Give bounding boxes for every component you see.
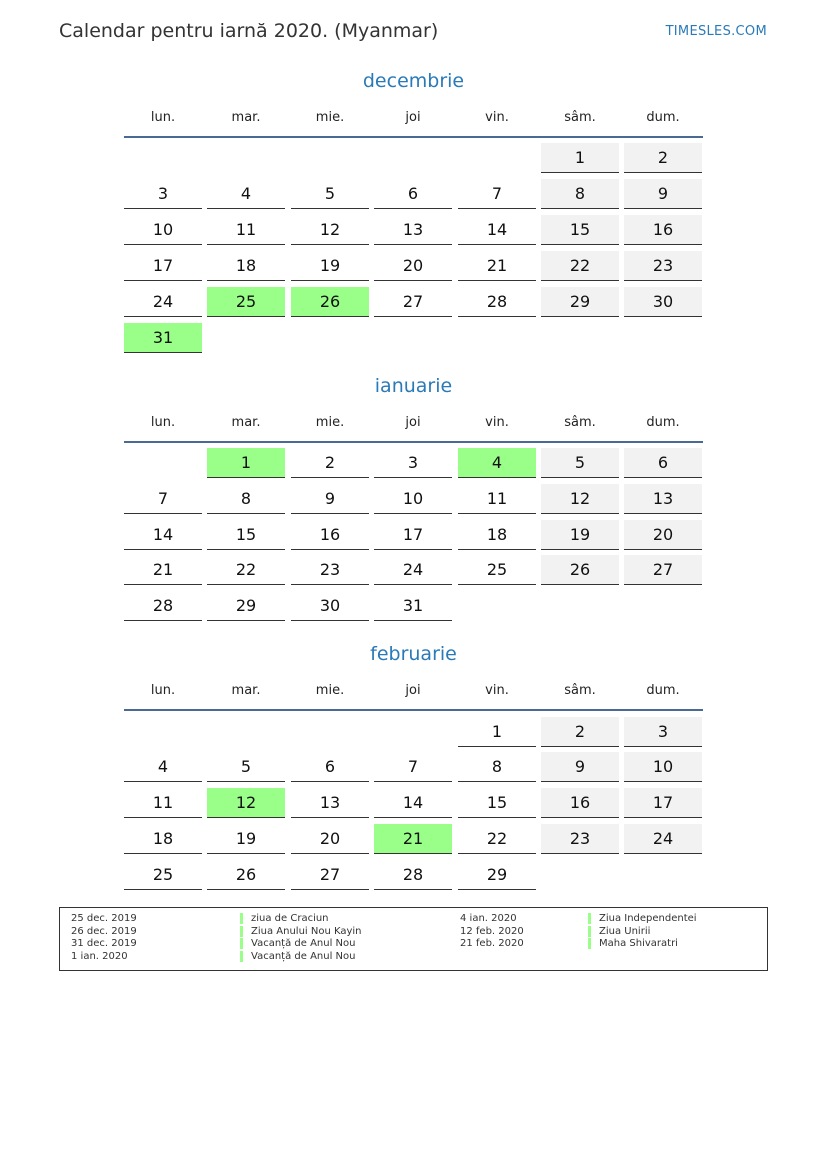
legend-holiday-name: Ziua Independentei bbox=[588, 913, 697, 924]
weekday-header: mie. bbox=[315, 110, 345, 125]
weekday-header: vin. bbox=[485, 683, 509, 698]
legend-date: 12 feb. 2020 bbox=[460, 925, 524, 937]
weekday-header: vin. bbox=[485, 415, 509, 430]
holiday-day-cell: 31 bbox=[124, 323, 202, 353]
legend-date: 4 ian. 2020 bbox=[460, 913, 517, 924]
day-cell: 9 bbox=[291, 484, 369, 514]
day-cell: 28 bbox=[374, 860, 452, 890]
day-cell: 20 bbox=[624, 520, 702, 550]
legend-holiday-name: Vacanță de Anul Nou bbox=[240, 951, 355, 962]
day-cell: 22 bbox=[207, 555, 285, 585]
holiday-day-cell: 25 bbox=[207, 287, 285, 317]
holiday-day-cell: 4 bbox=[458, 448, 536, 478]
day-cell: 13 bbox=[374, 215, 452, 245]
month-name: februarie bbox=[370, 643, 457, 665]
day-cell: 2 bbox=[624, 143, 702, 173]
day-cell: 10 bbox=[624, 752, 702, 782]
weekday-header: joi bbox=[405, 110, 421, 125]
day-cell: 15 bbox=[541, 215, 619, 245]
day-cell: 18 bbox=[207, 251, 285, 281]
weekday-header: sâm. bbox=[564, 415, 596, 430]
day-cell: 24 bbox=[124, 287, 202, 317]
day-cell: 19 bbox=[541, 520, 619, 550]
day-cell: 26 bbox=[541, 555, 619, 585]
day-cell: 6 bbox=[291, 752, 369, 782]
day-cell: 22 bbox=[458, 824, 536, 854]
weekday-header: sâm. bbox=[564, 110, 596, 125]
weekday-header: joi bbox=[405, 683, 421, 698]
day-cell: 24 bbox=[374, 555, 452, 585]
day-cell: 16 bbox=[624, 215, 702, 245]
day-cell: 27 bbox=[624, 555, 702, 585]
weekday-header: mar. bbox=[231, 683, 261, 698]
day-cell: 11 bbox=[458, 484, 536, 514]
day-cell: 17 bbox=[124, 251, 202, 281]
day-cell: 10 bbox=[374, 484, 452, 514]
weekday-header: dum. bbox=[646, 110, 680, 125]
holiday-day-cell: 12 bbox=[207, 788, 285, 818]
day-cell: 14 bbox=[458, 215, 536, 245]
day-cell: 28 bbox=[458, 287, 536, 317]
day-cell: 9 bbox=[624, 179, 702, 209]
weekday-header: vin. bbox=[485, 110, 509, 125]
day-cell: 4 bbox=[207, 179, 285, 209]
day-cell: 14 bbox=[374, 788, 452, 818]
day-cell: 17 bbox=[374, 520, 452, 550]
legend-holiday-name: Ziua Unirii bbox=[588, 926, 650, 937]
weekday-header: dum. bbox=[646, 683, 680, 698]
weekday-header: lun. bbox=[150, 110, 176, 125]
day-cell: 2 bbox=[541, 717, 619, 747]
weekday-header: lun. bbox=[150, 683, 176, 698]
legend-date: 26 dec. 2019 bbox=[71, 925, 137, 937]
day-cell: 27 bbox=[374, 287, 452, 317]
day-cell: 16 bbox=[541, 788, 619, 818]
day-cell: 18 bbox=[124, 824, 202, 854]
day-cell: 11 bbox=[124, 788, 202, 818]
day-cell: 30 bbox=[291, 591, 369, 621]
day-cell: 18 bbox=[458, 520, 536, 550]
day-cell: 15 bbox=[207, 520, 285, 550]
day-cell: 12 bbox=[541, 484, 619, 514]
day-cell: 19 bbox=[207, 824, 285, 854]
day-cell: 31 bbox=[374, 591, 452, 621]
legend-holiday-name: ziua de Craciun bbox=[240, 913, 329, 924]
day-cell: 22 bbox=[541, 251, 619, 281]
day-cell: 29 bbox=[458, 860, 536, 890]
legend-date: 21 feb. 2020 bbox=[460, 938, 524, 950]
day-cell: 26 bbox=[207, 860, 285, 890]
legend-holiday-name: Ziua Anului Nou Kayin bbox=[240, 926, 362, 937]
day-cell: 6 bbox=[624, 448, 702, 478]
day-cell: 21 bbox=[124, 555, 202, 585]
day-cell: 8 bbox=[541, 179, 619, 209]
day-cell: 29 bbox=[541, 287, 619, 317]
legend-holiday-name: Maha Shivaratri bbox=[588, 938, 678, 949]
legend-holiday-name: Vacanță de Anul Nou bbox=[240, 938, 355, 949]
weekday-header: sâm. bbox=[564, 683, 596, 698]
day-cell: 30 bbox=[624, 287, 702, 317]
day-cell: 2 bbox=[291, 448, 369, 478]
holiday-day-cell: 26 bbox=[291, 287, 369, 317]
header-rule bbox=[124, 441, 703, 443]
day-cell: 19 bbox=[291, 251, 369, 281]
weekday-header: mie. bbox=[315, 415, 345, 430]
legend-date: 25 dec. 2019 bbox=[71, 913, 137, 924]
day-cell: 12 bbox=[291, 215, 369, 245]
holiday-day-cell: 21 bbox=[374, 824, 452, 854]
page-title: Calendar pentru iarnă 2020. (Myanmar) bbox=[59, 20, 439, 42]
day-cell: 20 bbox=[374, 251, 452, 281]
day-cell: 9 bbox=[541, 752, 619, 782]
day-cell: 21 bbox=[458, 251, 536, 281]
day-cell: 24 bbox=[624, 824, 702, 854]
day-cell: 5 bbox=[207, 752, 285, 782]
day-cell: 7 bbox=[374, 752, 452, 782]
day-cell: 25 bbox=[458, 555, 536, 585]
day-cell: 3 bbox=[374, 448, 452, 478]
month-name: ianuarie bbox=[374, 375, 453, 397]
weekday-header: mar. bbox=[231, 415, 261, 430]
weekday-header: lun. bbox=[150, 415, 176, 430]
weekday-header: dum. bbox=[646, 415, 680, 430]
holiday-legend bbox=[59, 907, 768, 971]
day-cell: 6 bbox=[374, 179, 452, 209]
day-cell: 15 bbox=[458, 788, 536, 818]
day-cell: 23 bbox=[541, 824, 619, 854]
site-link[interactable]: TIMESLES.COM bbox=[665, 24, 767, 39]
day-cell: 23 bbox=[291, 555, 369, 585]
day-cell: 10 bbox=[124, 215, 202, 245]
day-cell: 28 bbox=[124, 591, 202, 621]
day-cell: 4 bbox=[124, 752, 202, 782]
day-cell: 7 bbox=[124, 484, 202, 514]
day-cell: 3 bbox=[624, 717, 702, 747]
day-cell: 16 bbox=[291, 520, 369, 550]
legend-date: 31 dec. 2019 bbox=[71, 938, 137, 950]
day-cell: 13 bbox=[624, 484, 702, 514]
day-cell: 13 bbox=[291, 788, 369, 818]
weekday-header: mar. bbox=[231, 110, 261, 125]
day-cell: 14 bbox=[124, 520, 202, 550]
day-cell: 11 bbox=[207, 215, 285, 245]
day-cell: 25 bbox=[124, 860, 202, 890]
day-cell: 1 bbox=[458, 717, 536, 747]
day-cell: 5 bbox=[541, 448, 619, 478]
weekday-header: mie. bbox=[315, 683, 345, 698]
header-rule bbox=[124, 709, 703, 711]
day-cell: 27 bbox=[291, 860, 369, 890]
header-rule bbox=[124, 136, 703, 138]
day-cell: 1 bbox=[541, 143, 619, 173]
day-cell: 5 bbox=[291, 179, 369, 209]
day-cell: 20 bbox=[291, 824, 369, 854]
holiday-day-cell: 1 bbox=[207, 448, 285, 478]
day-cell: 7 bbox=[458, 179, 536, 209]
day-cell: 29 bbox=[207, 591, 285, 621]
month-name: decembrie bbox=[362, 70, 465, 92]
weekday-header: joi bbox=[405, 415, 421, 430]
day-cell: 17 bbox=[624, 788, 702, 818]
day-cell: 3 bbox=[124, 179, 202, 209]
day-cell: 8 bbox=[207, 484, 285, 514]
legend-date: 1 ian. 2020 bbox=[71, 950, 128, 962]
day-cell: 8 bbox=[458, 752, 536, 782]
day-cell: 23 bbox=[624, 251, 702, 281]
